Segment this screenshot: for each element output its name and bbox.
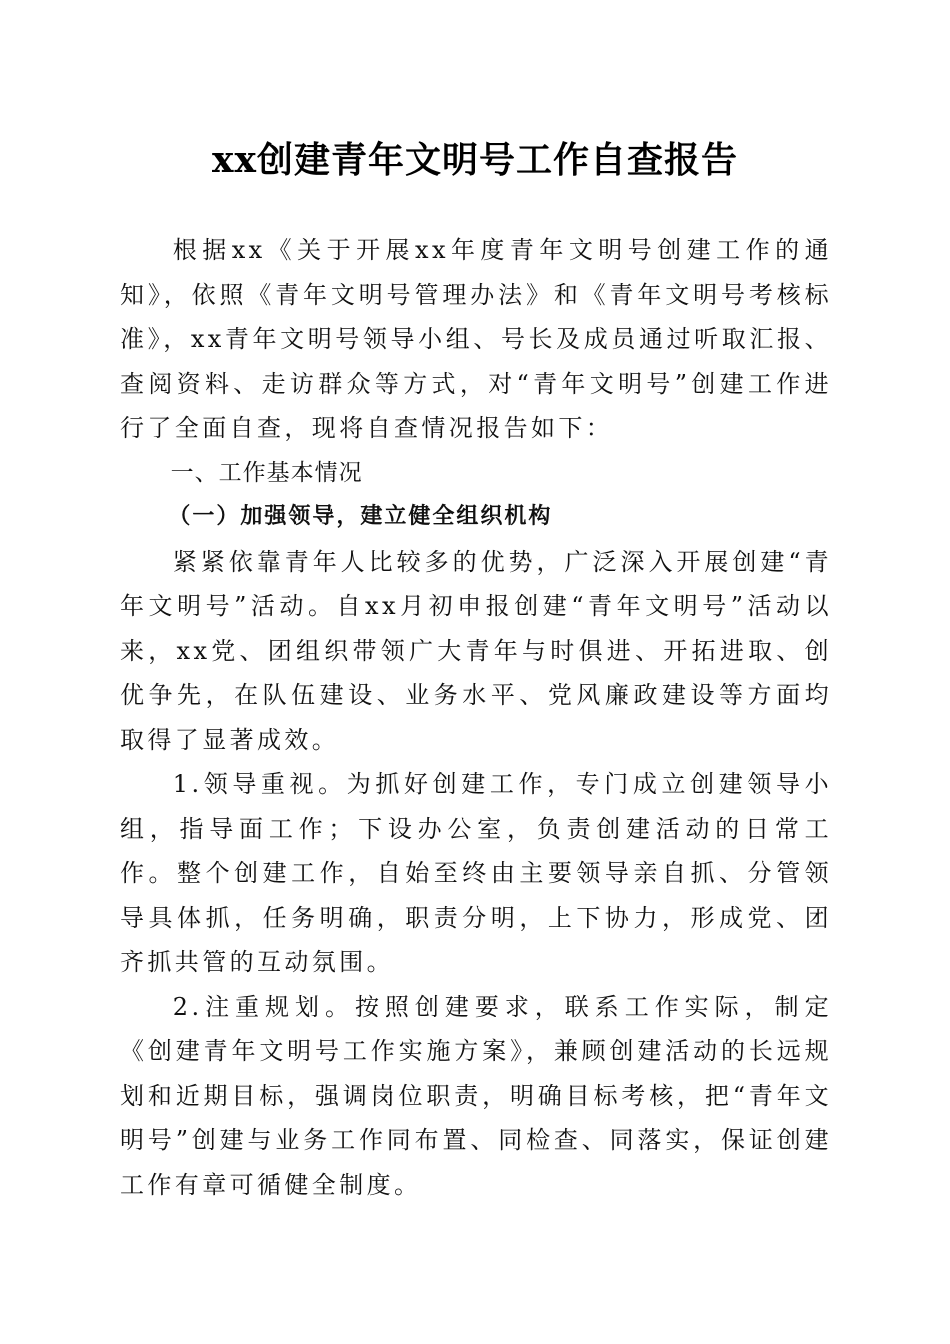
intro-paragraph: 根据xx《关于开展xx年度青年文明号创建工作的通知》，依照《青年文明号管理办法》和《青年文明号考核标准》，xx青年文明号领导小组、号长及成员通过听取汇报、查阅资料、走访群众等方式，对“青年文明号”创建工作进行了全面自查，现将自查情况报告如下：	[120, 236, 832, 442]
document-title: xx创建青年文明号工作自查报告	[212, 139, 738, 181]
list-item-2: 2.注重规划。按照创建要求，联系工作实际，制定《创建青年文明号工作实施方案》，兼顾创建活动的长远规划和近期目标，强调岗位职责，明确目标考核，把“青年文明号”创建与业务工作同布置、同检查、同落实，保证创建工作有章可循健全制度。	[120, 992, 832, 1199]
body-paragraph: 紧紧依靠青年人比较多的优势，广泛深入开展创建“青年文明号”活动。自xx月初申报创建“青年文明号”活动以来，xx党、团组织带领广大青年与时俱进、开拓进取、创优争先，在队伍建设、业务水平、党风廉政建设等方面均取得了显著成效。	[120, 547, 832, 754]
document-body	[120, 228, 832, 1207]
section-heading: 一、工作基本情况	[170, 459, 363, 486]
list-item-1: 1.领导重视。为抓好创建工作，专门成立创建领导小组，指导面工作；下设办公室，负责创建活动的日常工作。整个创建工作，自始至终由主要领导亲自抓、分管领导具体抓，任务明确，职责分明，上下协力，形成党、团齐抓共管的互动氛围。	[120, 770, 832, 976]
subsection-heading: （一）加强领导，建立健全组织机构	[168, 504, 553, 529]
